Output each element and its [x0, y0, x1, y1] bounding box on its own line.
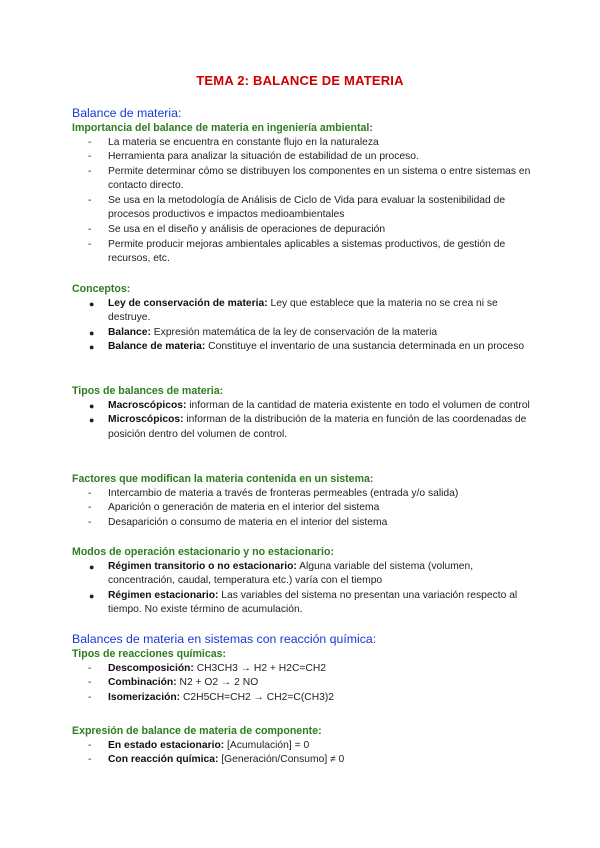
page-title: TEMA 2: BALANCE DE MATERIA	[196, 73, 404, 88]
bullet-marker: ●	[89, 327, 95, 338]
dash-marker: -	[88, 224, 92, 236]
list-item: - Herramienta para analizar la situación de estabilidad de un proceso.	[72, 150, 534, 165]
list-item: - Isomerización: C2H5CH=CH2 → CH2=C(CH3)2	[72, 691, 534, 706]
modes-list	[72, 560, 534, 618]
dash-marker: -	[88, 165, 92, 177]
section-subheading: Importancia del balance de materia en ingeniería ambiental:	[72, 122, 373, 134]
bullet-marker: ●	[89, 298, 95, 309]
section-factores	[72, 472, 534, 530]
section-subheading: Tipos de reacciones químicas:	[72, 648, 227, 660]
list-item: ● Balance de materia: Constituye el inventario de una sustancia determinada en un proceso	[72, 340, 534, 355]
section-modos-operacion	[72, 545, 534, 618]
list-item: - Con reacción química: [Generación/Consumo] ≠ 0	[72, 753, 534, 768]
bullet-marker: ●	[89, 342, 95, 353]
bullet-marker: ●	[89, 561, 95, 572]
dash-marker: -	[88, 136, 92, 148]
list-item: - Se usa en el diseño y análisis de operaciones de depuración	[72, 223, 534, 238]
dash-marker: -	[88, 754, 92, 766]
list-item: ● Microscópicos: informan de la distribución de la materia en función de las coordenadas de posición dentro del volumen de control.	[89, 414, 527, 440]
list-item: ● Balance: Expresión matemática de la ley de conservación de la materia	[72, 326, 534, 341]
section-conceptos	[72, 282, 534, 355]
dash-marker: -	[88, 194, 92, 206]
section-heading: Balance de materia:	[72, 106, 182, 120]
section-reaccion-quimica	[72, 632, 534, 705]
list-item: - Permite determinar cómo se distribuyen los componentes en un sistema o entre sistemas en contacto directo.	[88, 165, 531, 192]
dash-marker: -	[88, 739, 92, 751]
reactions-list	[72, 662, 534, 706]
bullet-marker: ●	[89, 590, 95, 601]
concepts-list	[72, 297, 534, 355]
list-item: - Intercambio de materia a través de fronteras permeables (entrada y/o salida)	[72, 487, 534, 502]
list-item: - Se usa en la metodología de Análisis de Ciclo de Vida para evaluar la sostenibilidad de procesos productivos e impactos medioambientales	[88, 194, 506, 221]
dash-marker: -	[88, 238, 92, 250]
section-balance-de-materia	[72, 106, 534, 267]
list-item: - Desaparición o consumo de materia en el interior del sistema	[72, 516, 534, 531]
section-heading: Tipos de balances de materia:	[72, 385, 224, 397]
section-heading: Expresión de balance de materia de componente:	[72, 725, 322, 737]
dash-marker: -	[88, 662, 92, 674]
list-item: ● Régimen estacionario: Las variables del sistema no presentan una variación respecto al tiempo. No existe término de acumulación.	[89, 589, 518, 616]
list-item: ● Macroscópicos: informan de la cantidad de materia existente en todo el volumen de control	[72, 399, 534, 414]
expression-list	[72, 739, 534, 768]
list-item: ● Régimen transitorio o no estacionario: Alguna variable del sistema (volumen, concentración, caudal, temperatura etc.) varía con el tiempo	[89, 560, 474, 587]
dash-marker: -	[88, 516, 92, 528]
dash-marker: -	[88, 677, 92, 689]
section-heading: Balances de materia en sistemas con reacción química:	[72, 632, 377, 646]
list-item: - En estado estacionario: [Acumulación] = 0	[72, 739, 534, 754]
list-item: - Combinación: N2 + O2 → 2 NO	[72, 676, 534, 691]
list-item: - La materia se encuentra en constante flujo en la naturaleza	[72, 136, 534, 151]
factors-list	[72, 487, 534, 531]
dash-marker: -	[88, 487, 92, 499]
section-heading: Modos de operación estacionario y no estacionario:	[72, 546, 334, 558]
importance-list	[72, 136, 534, 267]
section-heading: Conceptos:	[72, 283, 131, 295]
list-item: - Descomposición: CH3CH3 → H2 + H2C=CH2	[72, 662, 534, 677]
list-item: ● Ley de conservación de materia: Ley que establece que la materia no se crea ni se destruye.	[89, 297, 498, 324]
list-item: - Permite producir mejoras ambientales aplicables a sistemas productivos, de gestión de recursos, etc.	[88, 238, 506, 265]
section-tipos-balances	[72, 384, 534, 442]
dash-marker: -	[88, 151, 92, 163]
bullet-marker: ●	[89, 415, 95, 426]
types-list	[72, 399, 534, 443]
dash-marker: -	[88, 502, 92, 514]
bullet-marker: ●	[89, 400, 95, 411]
section-heading: Factores que modifican la materia contenida en un sistema:	[72, 473, 374, 485]
dash-marker: -	[88, 691, 92, 703]
section-expresion-balance	[72, 724, 534, 768]
list-item: - Aparición o generación de materia en el interior del sistema	[72, 501, 534, 516]
